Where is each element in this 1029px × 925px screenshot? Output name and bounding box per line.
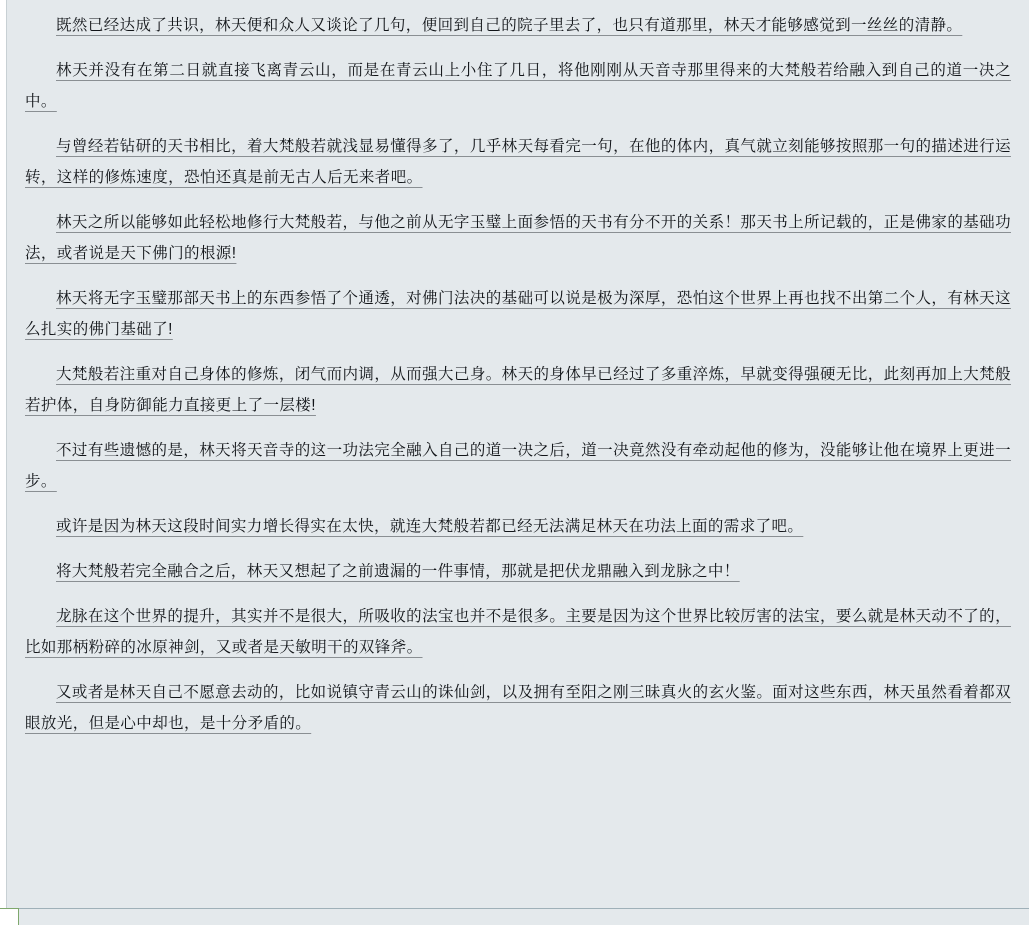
paragraph: 与曾经若钻研的天书相比，着大梵般若就浅显易懂得多了，几乎林天每看完一句，在他的体内，真气就立刻能够按照那一句的描述进行运转，这样的修炼速度，恐怕还真是前无古人后无来者吧。 xyxy=(25,138,1011,186)
paragraph: 林天并没有在第二日就直接飞离青云山，而是在青云山上小住了几日，将他刚刚从天音寺那里得来的大梵般若给融入到自己的道一决之中。 xyxy=(25,62,1011,110)
paragraph: 林天将无字玉璧那部天书上的东西参悟了个通透，对佛门法决的基础可以说是极为深厚，恐怕这个世界上再也找不出第二个人，有林天这么扎实的佛门基础了! xyxy=(25,290,1011,338)
document-body xyxy=(7,0,1029,925)
footer-divider xyxy=(7,908,1029,925)
paragraph: 将大梵般若完全融合之后，林天又想起了之前遗漏的一件事情，那就是把伏龙鼎融入到龙脉之中！ xyxy=(56,563,740,580)
paragraph: 林天之所以能够如此轻松地修行大梵般若，与他之前从无字玉璧上面参悟的天书有分不开的关系！那天书上所记载的，正是佛家的基础功法，或者说是天下佛门的根源! xyxy=(25,214,1011,262)
footer-corner-marker xyxy=(0,908,19,925)
left-margin-rail xyxy=(0,0,7,925)
paragraph: 龙脉在这个世界的提升，其实并不是很大，所吸收的法宝也并不是很多。主要是因为这个世界比较厉害的法宝，要么就是林天动不了的，比如那柄粉碎的冰原神剑，又或者是天敏明干的双锋斧。 xyxy=(25,608,1011,656)
paragraph: 既然已经达成了共识，林天便和众人又谈论了几句，便回到自己的院子里去了，也只有道那里，林天才能够感觉到一丝丝的清静。 xyxy=(56,17,963,34)
paragraph: 或许是因为林天这段时间实力增长得实在太快，就连大梵般若都已经无法满足林天在功法上面的需求了吧。 xyxy=(56,518,804,535)
paragraph: 又或者是林天自己不愿意去动的，比如说镇守青云山的诛仙剑，以及拥有至阳之刚三昧真火的玄火鉴。面对这些东西，林天虽然看着都双眼放光，但是心中却也，是十分矛盾的。 xyxy=(25,684,1011,732)
paragraph: 不过有些遗憾的是，林天将天音寺的这一功法完全融入自己的道一决之后，道一决竟然没有牵动起他的修为，没能够让他在境界上更进一步。 xyxy=(25,442,1011,490)
paragraph: 大梵般若注重对自己身体的修炼，闭气而内调，从而强大己身。林天的身体早已经过了多重淬炼，早就变得强硬无比，此刻再加上大梵般若护体，自身防御能力直接更上了一层楼! xyxy=(25,366,1011,414)
